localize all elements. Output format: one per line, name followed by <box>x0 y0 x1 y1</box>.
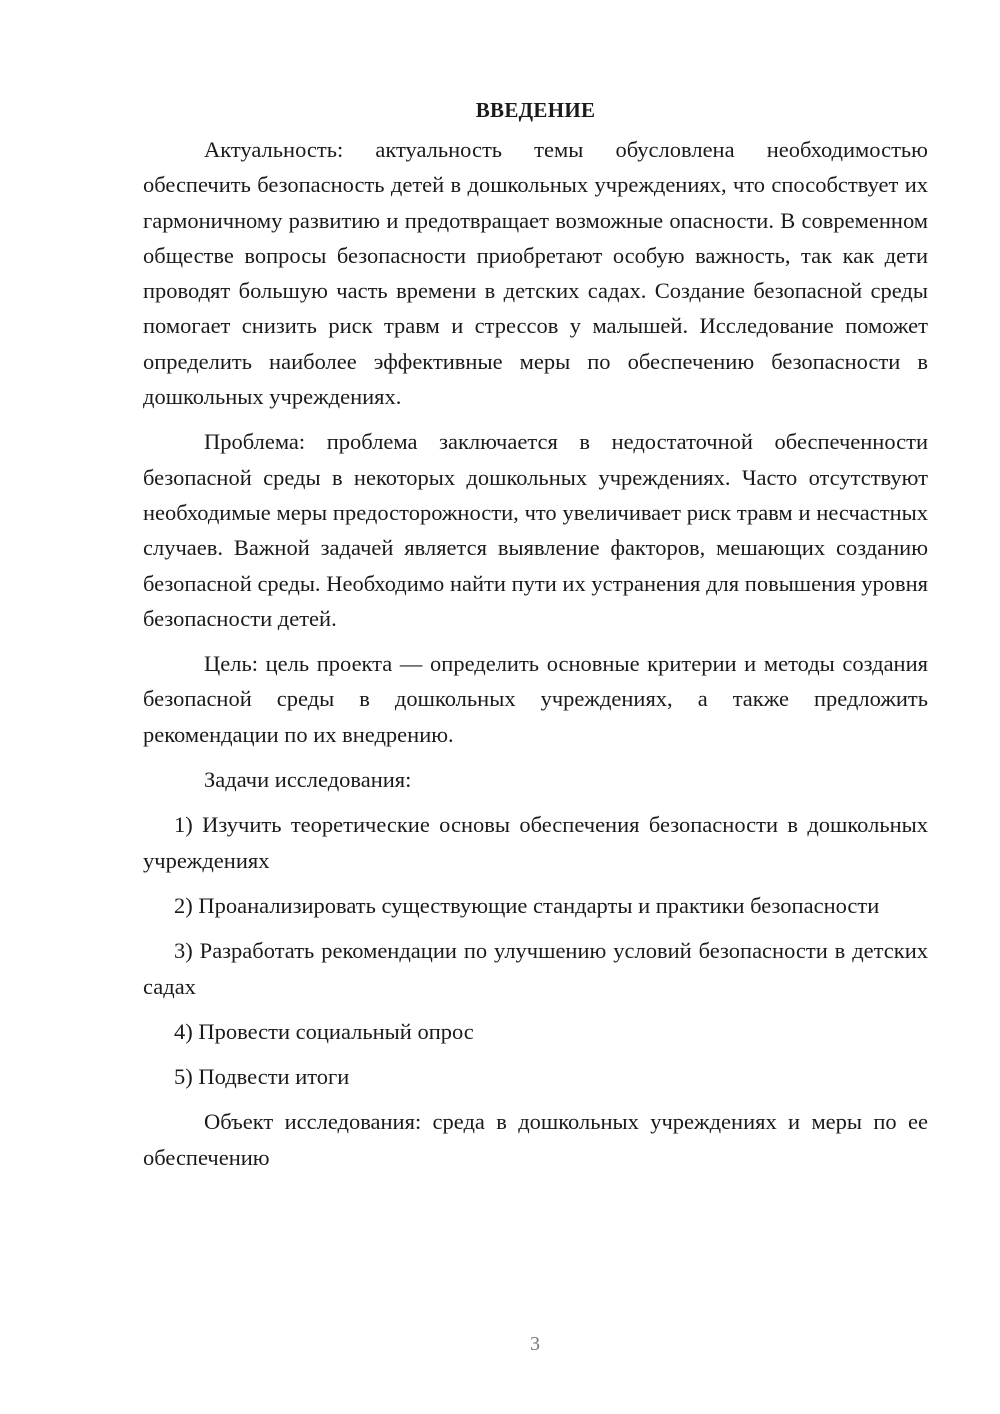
relevance-paragraph: Актуальность: актуальность темы обусловлена необходимостью обеспечить безопасность детей в дошкольных учреждениях, что способствует их гармоничному развитию и предотвращает возможные опасности. В современном обществе вопросы безопасности приобретают особую важность, так как дети проводят большую часть времени в детских садах. Создание безопасной среды помогает снизить риск травм и стрессов у малышей. Исследование поможет определить наиболее эффективные меры по обеспечению безопасности в дошкольных учреждениях. <box>143 137 928 410</box>
problem-paragraph: Проблема: проблема заключается в недостаточной обеспеченности безопасной среды в некоторых дошкольных учреждениях. Часто отсутствуют необходимые меры предосторожности, что увеличивает риск травм и несчастных случаев. Важной задачей является выявление факторов, мешающих созданию безопасной среды. Необходимо найти пути их устранения для повышения уровня безопасности детей. <box>143 429 928 631</box>
section-heading: ВВЕДЕНИЕ <box>475 98 596 122</box>
document-page <box>143 92 928 1175</box>
tasks-title: Задачи исследования: <box>204 767 412 793</box>
goal-paragraph: Цель: цель проекта — определить основные критерии и методы создания безопасной среды в дошкольных учреждениях, а также предложить рекомендации по их внедрению. <box>143 651 928 747</box>
page-number: 3 <box>530 1333 540 1355</box>
task-item: 2) Проанализировать существующие стандарты и практики безопасности <box>174 892 880 918</box>
task-item: 5) Подвести итоги <box>174 1064 350 1090</box>
task-item: 4) Провести социальный опрос <box>174 1018 474 1044</box>
object-paragraph: Объект исследования: среда в дошкольных учреждениях и меры по ее обеспечению <box>143 1109 928 1170</box>
task-item: 3) Разработать рекомендации по улучшению условий безопасности в детских садах <box>143 938 928 999</box>
task-item: 1) Изучить теоретические основы обеспечения безопасности в дошкольных учреждениях <box>143 812 928 873</box>
